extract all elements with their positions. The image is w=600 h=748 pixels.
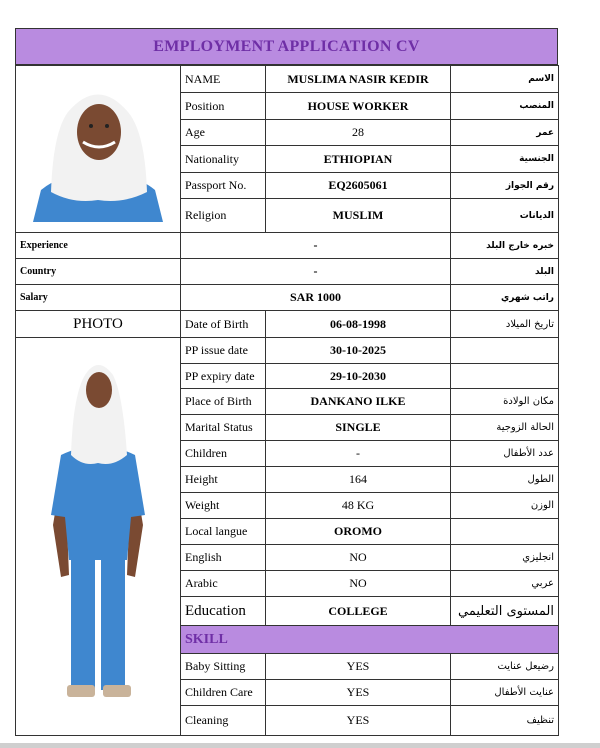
cleaning-arabic: تنظيف [451,706,559,736]
name-arabic: الاسم [451,66,559,93]
cv-table [15,65,559,736]
row-country [16,259,559,285]
skill-header: SKILL [181,626,559,654]
dob-label: Date of Birth [181,311,266,338]
marital-status-arabic: الحالة الزوجية [451,415,559,441]
pp-expiry-label: PP expiry date [181,364,266,389]
nationality-arabic: الجنسية [451,146,559,173]
salary-label: Salary [16,285,181,311]
children-arabic: عدد الأطفال [451,441,559,467]
country-arabic: البلد [451,259,559,285]
experience-arabic: خبره خارج البلد [451,233,559,259]
cv-title: EMPLOYMENT APPLICATION CV [15,28,558,65]
portrait-image [23,72,173,222]
cleaning-value: YES [266,706,451,736]
marital-status-label: Marital Status [181,415,266,441]
english-label: English [181,545,266,571]
children-label: Children [181,441,266,467]
photo-label: PHOTO [16,311,181,338]
country-value: - [181,259,451,285]
position-label: Position [181,93,266,120]
country-label: Country [16,259,181,285]
row-experience [16,233,559,259]
experience-value: - [181,233,451,259]
english-value: NO [266,545,451,571]
arabic-label: Arabic [181,571,266,597]
weight-value: 48 KG [266,493,451,519]
height-label: Height [181,467,266,493]
place-of-birth-value: DANKANO ILKE [266,389,451,415]
position-value: HOUSE WORKER [266,93,451,120]
baby-sitting-arabic: رضيعل عنايت [451,654,559,680]
children-care-value: YES [266,680,451,706]
cleaning-label: Cleaning [181,706,266,736]
local-language-label: Local langue [181,519,266,545]
education-arabic: المستوى التعليمي [451,597,559,626]
age-value: 28 [266,120,451,146]
english-arabic: انجليزي [451,545,559,571]
children-care-arabic: عنايت الأطفال [451,680,559,706]
height-arabic: الطول [451,467,559,493]
name-label: NAME [181,66,266,93]
nationality-value: ETHIOPIAN [266,146,451,173]
baby-sitting-value: YES [266,654,451,680]
row-dob [16,311,559,338]
page-bottom-edge [0,743,600,748]
position-arabic: المنصب [451,93,559,120]
age-arabic: عمر [451,120,559,146]
marital-status-value: SINGLE [266,415,451,441]
passport-value: EQ2605061 [266,173,451,199]
experience-label: Experience [16,233,181,259]
children-value: - [266,441,451,467]
local-language-value: OROMO [266,519,451,545]
religion-value: MUSLIM [266,199,451,233]
row-pp-issue [16,338,559,364]
row-salary [16,285,559,311]
cv-sheet [15,28,558,736]
row-name [16,66,559,93]
place-of-birth-arabic: مكان الولادة [451,389,559,415]
children-care-label: Children Care [181,680,266,706]
place-of-birth-label: Place of Birth [181,389,266,415]
pp-expiry-arabic [451,364,559,389]
dob-arabic: تاريخ الميلاد [451,311,559,338]
education-label: Education [181,597,266,626]
baby-sitting-label: Baby Sitting [181,654,266,680]
height-value: 164 [266,467,451,493]
salary-arabic: راتب شهري [451,285,559,311]
pp-expiry-value: 29-10-2030 [266,364,451,389]
weight-label: Weight [181,493,266,519]
full-body-photo [16,338,181,736]
full-body-image [23,345,173,725]
arabic-value: NO [266,571,451,597]
dob-value: 06-08-1998 [266,311,451,338]
salary-value: SAR 1000 [181,285,451,311]
nationality-label: Nationality [181,146,266,173]
education-value: COLLEGE [266,597,451,626]
passport-arabic: رقم الجواز [451,173,559,199]
arabic-arabic: عربي [451,571,559,597]
name-value: MUSLIMA NASIR KEDIR [266,66,451,93]
pp-issue-label: PP issue date [181,338,266,364]
religion-arabic: الديانات [451,199,559,233]
pp-issue-arabic [451,338,559,364]
portrait-photo [16,66,181,233]
passport-label: Passport No. [181,173,266,199]
religion-label: Religion [181,199,266,233]
local-language-arabic [451,519,559,545]
pp-issue-value: 30-10-2025 [266,338,451,364]
weight-arabic: الوزن [451,493,559,519]
age-label: Age [181,120,266,146]
